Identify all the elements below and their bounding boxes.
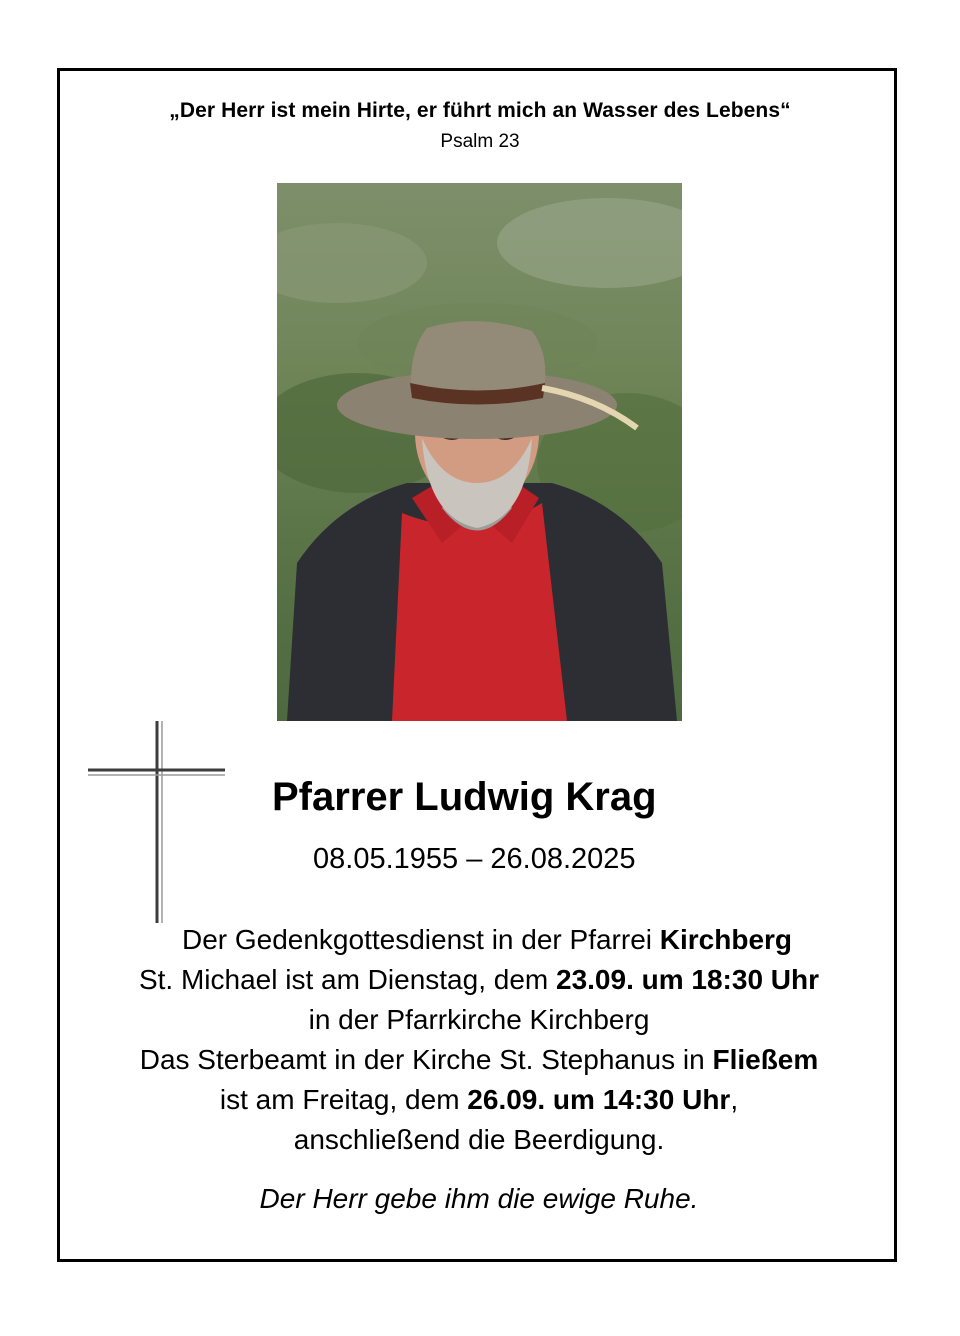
announcement-line-6: anschließend die Beerdigung. [293,1124,665,1155]
announcement-line-5 [60,1084,898,1116]
cross-icon [85,718,230,928]
portrait-photo [277,183,682,721]
life-dates: 08.05.1955 – 26.08.2025 [313,843,636,875]
bible-verse: „Der Herr ist mein Hirte, er führt mich an Wasser des Lebens“ [169,99,791,122]
memorial-service-time: 23.09. um 18:30 Uhr [556,964,820,995]
announcement-line-2 [60,964,898,996]
announcement-line-4 [60,1044,898,1076]
closing-prayer: Der Herr gebe ihm die ewige Ruhe. [259,1183,699,1214]
announcement-text: Das Sterbeamt in der Kirche St. Stephanus in [139,1044,713,1075]
parish-name: Kirchberg [659,924,793,955]
announcement-text: Der Gedenkgottesdienst in der Pfarrei [181,924,660,955]
announcement-text: St. Michael ist am Dienstag, dem [138,964,556,995]
announcement-text: , [730,1084,739,1115]
announcement-line-1 [60,924,898,956]
village-name: Fließem [712,1044,819,1075]
verse-reference: Psalm 23 [440,131,520,152]
requiem-time: 26.09. um 14:30 Uhr [467,1084,731,1115]
announcement-text: ist am Freitag, dem [219,1084,468,1115]
deceased-name: Pfarrer Ludwig Krag [272,775,657,819]
portrait-illustration [277,183,682,721]
announcement-line-3: in der Pfarrkirche Kirchberg [308,1004,650,1035]
